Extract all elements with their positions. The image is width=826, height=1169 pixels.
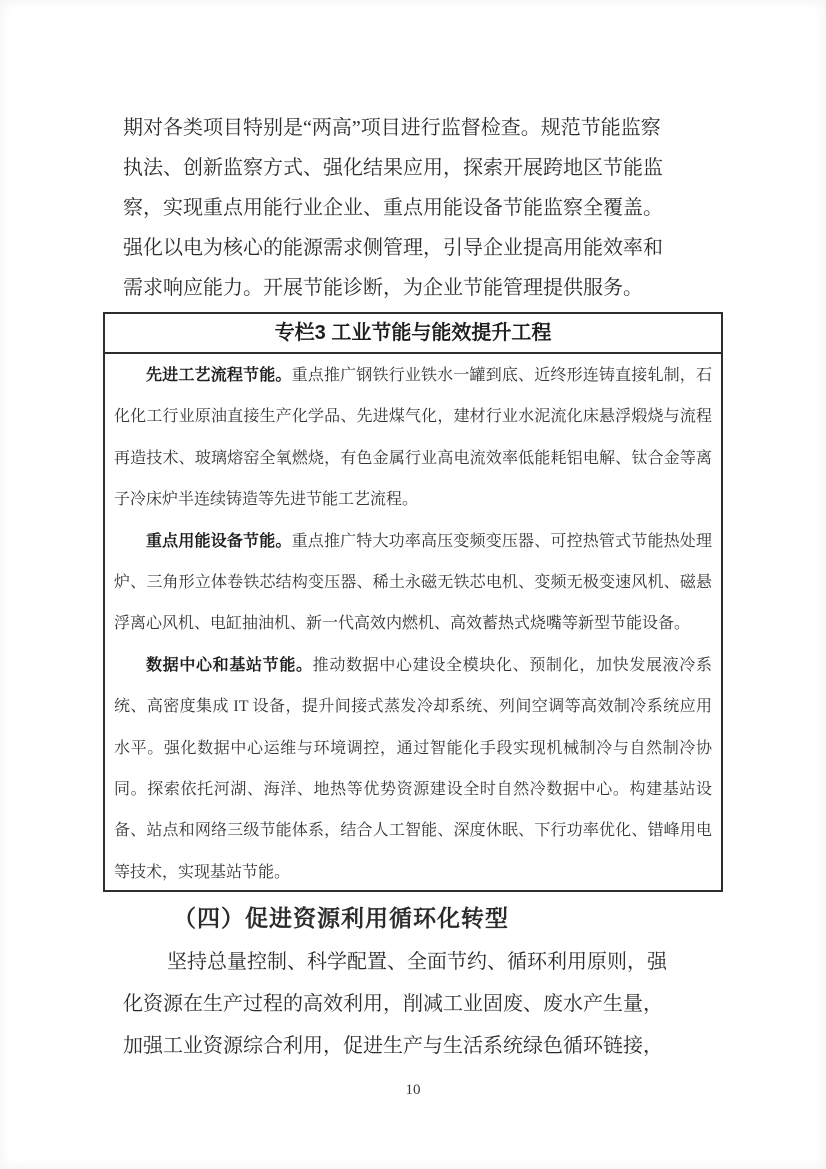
text-line: 强化以电为核心的能源需求侧管理，引导企业提高用能效率和 (123, 237, 663, 259)
panel-paragraph (114, 645, 712, 893)
panel-paragraph (114, 355, 712, 521)
text-line: 化资源在生产过程的高效利用，削减工业固废、废水产生量， (123, 993, 663, 1015)
paragraph-text: 重点推广钢铁行业铁水一罐到底、近终形连铸直接轧制，石化化工行业原油直接生产化学品、先进煤气化，建材行业水泥流化床悬浮煅烧与流程再造技术、玻璃熔窑全氧燃烧，有色金属行业高电流效率低能耗铝电解、钛合金等离子冷床炉半连续铸造等先进节能工艺流程。 (114, 367, 712, 509)
page-number: 10 (405, 1082, 421, 1098)
panel-body (105, 354, 721, 893)
text-line: 需求响应能力。开展节能诊断，为企业节能管理提供服务。 (123, 277, 643, 299)
text-line: 坚持总量控制、科学配置、全面节约、循环利用原则，强 (167, 951, 667, 973)
text-line: 期对各类项目特别是“两高”项目进行监督检查。规范节能监察 (123, 117, 661, 139)
closing-paragraph (123, 941, 711, 1067)
text-line: 察，实现重点用能行业企业、重点用能设备节能监察全覆盖。 (123, 197, 663, 219)
feature-panel-box (103, 312, 723, 892)
paragraph-text: 推动数据中心建设全模块化、预制化，加快发展液冷系统、高密度集成 IT 设备，提升间接式蒸发冷却系统、列间空调等高效制冷系统应用水平。强化数据中心运维与环境调控，通过智能化手段实现机械制冷与自然制冷协同。探索依托河湖、海洋、地热等优势资源建设全时自然冷数据中心。构建基站设备、站点和网络三级节能体系，结合人工智能、深度休眠、下行功率优化、错峰用电等技术，实现基站节能。 (114, 656, 712, 881)
text-line: 执法、创新监察方式、强化结果应用，探索开展跨地区节能监 (123, 157, 663, 179)
paragraph-label: 数据中心和基站节能。 (146, 656, 313, 674)
intro-paragraph (123, 108, 709, 308)
paragraph-label: 重点用能设备节能。 (146, 532, 292, 550)
panel-paragraph (114, 521, 712, 645)
paragraph-text: 重点推广特大功率高压变频变压器、可控热管式节能热处理炉、三角形立体卷铁芯结构变压器、稀土永磁无铁芯电机、变频无极变速风机、磁悬浮离心风机、电缸抽油机、新一代高效内燃机、高效蓄热式烧嘴等新型节能设备。 (114, 532, 712, 633)
text-line: 加强工业资源综合利用，促进生产与生活系统绿色循环链接， (123, 1035, 663, 1057)
panel-title: 专栏3 工业节能与能效提升工程 (105, 314, 721, 354)
paragraph-label: 先进工艺流程节能。 (146, 367, 292, 384)
section-heading: （四）促进资源利用循环化转型 (173, 906, 509, 931)
